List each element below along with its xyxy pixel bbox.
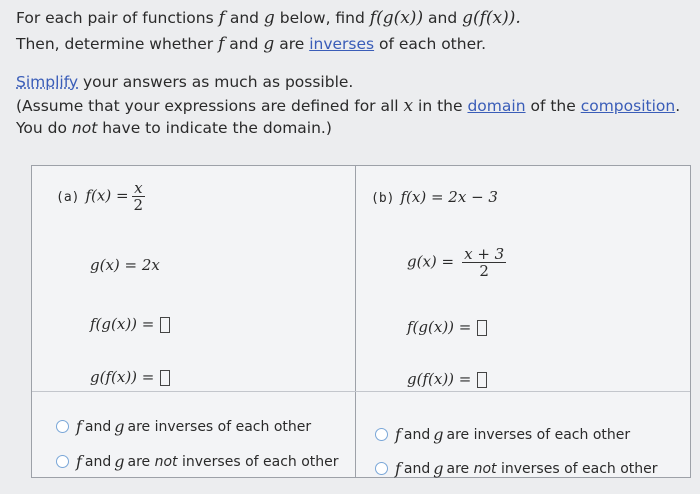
radio-button[interactable]	[375, 462, 388, 475]
radio-button[interactable]	[56, 455, 69, 468]
instruction-line-2: Then, determine whether f and g are inverses of each other.	[16, 34, 486, 54]
part-a-gf-row: g(f(x)) =	[90, 368, 170, 386]
inverses-link[interactable]: inverses	[309, 35, 375, 53]
part-a-gf-answer-input[interactable]	[160, 370, 170, 386]
part-b-g-definition: g(x) = $\frac{x + 3}{2}$	[407, 245, 505, 280]
part-a-fg-row: f(g(x)) =	[90, 315, 170, 333]
part-a-option-not-inverses[interactable]: f and g are not inverses of each other	[56, 452, 339, 471]
part-b-fg-answer-input[interactable]	[477, 320, 487, 336]
instruction-line-3: Simplify your answers as much as possible.	[16, 73, 354, 91]
part-b-gf-row: g(f(x)) =	[407, 370, 487, 388]
simplify-link[interactable]: Simplify	[16, 73, 79, 91]
part-a-g-definition: g(x) = 2x	[90, 256, 160, 274]
part-a-f-definition: (a) f(x) = $\frac{x}{2}$	[56, 179, 144, 214]
part-b-option-not-inverses[interactable]: f and g are not inverses of each other	[375, 459, 658, 478]
composition-link[interactable]: composition	[580, 97, 676, 115]
instruction-line-4: (Assume that your expressions are defined for all x in the domain of the composition.	[16, 96, 681, 116]
part-b-gf-answer-input[interactable]	[477, 372, 487, 388]
part-a-option-inverses[interactable]: f and g are inverses of each other	[56, 417, 311, 436]
part-b-column	[355, 166, 690, 477]
part-b-f-definition: (b) f(x) = 2x − 3	[371, 188, 498, 206]
part-a-column	[32, 166, 356, 477]
part-b-option-inverses[interactable]: f and g are inverses of each other	[375, 425, 630, 444]
part-a-fg-answer-input[interactable]	[160, 317, 170, 333]
domain-link[interactable]: domain	[467, 97, 526, 115]
radio-button[interactable]	[375, 428, 388, 441]
problem-table	[31, 165, 691, 478]
instruction-line-1: For each pair of functions f and g below, find f(g(x)) and g(f(x)).	[16, 8, 521, 28]
part-b-fg-row: f(g(x)) =	[407, 318, 487, 336]
radio-button[interactable]	[56, 420, 69, 433]
instruction-line-5: You do not have to indicate the domain.)	[16, 119, 332, 137]
